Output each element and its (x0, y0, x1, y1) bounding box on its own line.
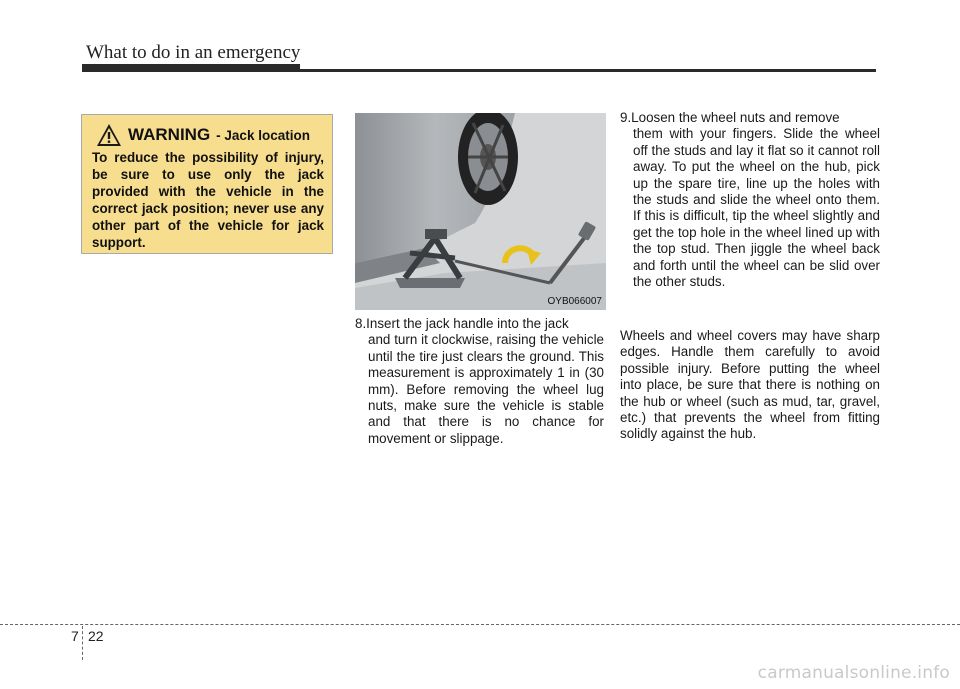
wheel-caution-paragraph: Wheels and wheel covers may have sharp edges. Handle them carefully to avoid possible injury. Before putting the wheel into place, be sure that there is nothing on the hub or wheel (such as mud, tar, gravel, etc.) that prevents the wheel from fitting solidly against the hub. (620, 328, 880, 442)
figure-code: OYB066007 (547, 296, 602, 307)
step-8-text: and turn it clockwise, raising the vehicle until the tire just clears the ground. This measurement is approximately 1 in (30 mm). Before removing the wheel lug nuts, make sure the vehicle is stable and that there is no chance for movement or slippage. (368, 332, 604, 446)
step-8-first-line: Insert the jack handle into the jack (366, 316, 569, 331)
section-title: What to do in an emergency (86, 42, 301, 63)
step-9 (620, 110, 880, 290)
footer-divider (82, 626, 83, 660)
step-8-number: 8. (355, 316, 367, 331)
step-9-number: 9. (620, 110, 632, 125)
warning-sublabel: - Jack location (216, 127, 310, 143)
warning-label: WARNING (128, 125, 211, 144)
warning-triangle-icon (96, 123, 122, 147)
jack-illustration (355, 113, 606, 310)
page-number: 22 (88, 628, 104, 644)
warning-text: To reduce the possibility of injury, be sure to use only the jack provided with the vehicle in the correct jack position; never use any other part of the vehicle for jack support. (92, 150, 324, 250)
step-8 (355, 316, 604, 447)
watermark: carmanualsonline.info (757, 663, 950, 683)
step-9-first-line: Loosen the wheel nuts and remove (631, 110, 840, 125)
warning-box (81, 114, 333, 254)
footer-dashed-rule (0, 624, 960, 625)
step-9-text: them with your fingers. Slide the wheel off the studs and lay it flat so it cannot roll away. To put the wheel on the hub, pick up the spare tire, line up the holes with the studs and slide the wheel onto them. If this is difficult, tip the wheel slightly and get the top hole in the wheel lined up with the top stud. Then jiggle the wheel back and forth until the wheel can be slid over the other studs. (633, 126, 880, 290)
warning-heading (96, 123, 310, 147)
header-rule (82, 69, 876, 72)
car-jack-drawing (355, 113, 606, 310)
chapter-number: 7 (71, 628, 79, 644)
